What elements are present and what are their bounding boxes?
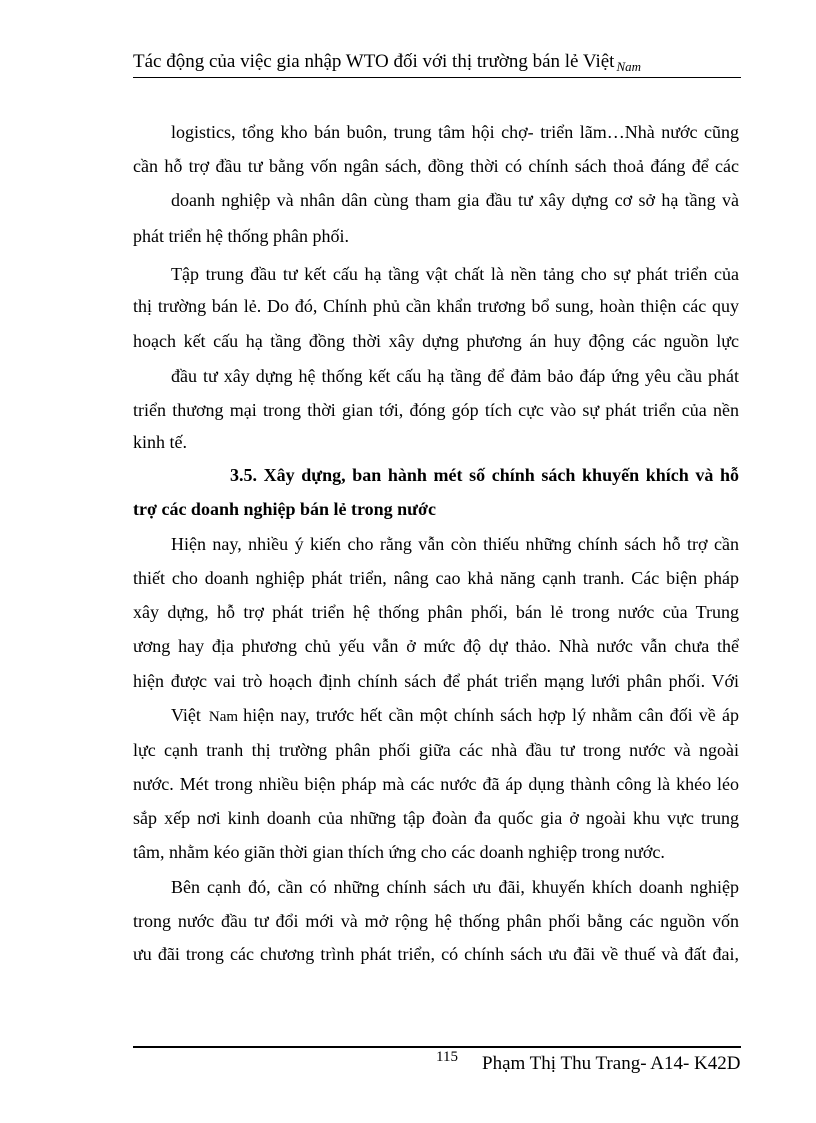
body-line: cần hỗ trợ đầu tư bằng vốn ngân sách, đồng thời có chính sách thoả đáng để các bbox=[133, 156, 739, 176]
body-line-word-nam: Nam bbox=[208, 709, 239, 725]
body-line: kinh tế. bbox=[133, 432, 187, 452]
body-line: xây dựng, hỗ trợ phát triển hệ thống phân phối, bán lẻ trong nước của Trung bbox=[133, 602, 739, 622]
body-line bbox=[171, 704, 739, 728]
section-heading: 3.5. Xây dựng, ban hành mét số chính sách khuyến khích và hỗ bbox=[230, 465, 739, 485]
body-line: trong nước đầu tư đổi mới và mở rộng hệ thống phân phối bằng các nguồn vốn bbox=[133, 911, 739, 931]
body-line: ương hay địa phương chủ yếu vẫn ở mức độ dự thảo. Nhà nước vẫn chưa thể bbox=[133, 636, 739, 656]
body-line: tâm, nhằm kéo giãn thời gian thích ứng cho các doanh nghiệp trong nước. bbox=[133, 842, 665, 862]
header-title-script: Nam bbox=[616, 59, 642, 74]
body-line: đầu tư xây dựng hệ thống kết cấu hạ tầng để đảm bảo đáp ứng yêu cầu phát bbox=[171, 366, 739, 386]
body-line: triển thương mại trong thời gian tới, đóng góp tích cực vào sự phát triển của nền bbox=[133, 400, 739, 420]
page-header bbox=[133, 50, 741, 79]
page-number: 115 bbox=[436, 1049, 458, 1065]
body-line-rest: hiện nay, trước hết cần một chính sách hợp lý nhằm cân đối về áp bbox=[243, 705, 739, 725]
body-line: doanh nghiệp và nhân dân cùng tham gia đầu tư xây dựng cơ sở hạ tầng và bbox=[171, 190, 739, 210]
body-line: ưu đãi trong các chương trình phát triển, có chính sách ưu đãi về thuế và đất đai, bbox=[133, 944, 739, 964]
body-line: Hiện nay, nhiều ý kiến cho rằng vẫn còn thiếu những chính sách hỗ trợ cần bbox=[171, 534, 739, 554]
body-line: Tập trung đầu tư kết cấu hạ tầng vật chất là nền tảng cho sự phát triển của bbox=[171, 264, 739, 284]
body-line: logistics, tổng kho bán buôn, trung tâm hội chợ- triển lãm…Nhà nước cũng bbox=[171, 122, 739, 142]
header-divider bbox=[133, 77, 741, 78]
body-line: hiện được vai trò hoạch định chính sách để phát triển mạng lưới phân phối. Với bbox=[133, 671, 739, 691]
body-line: lực cạnh tranh thị trường phân phối giữa các nhà đầu tư trong nước và ngoài bbox=[133, 740, 739, 760]
body-line: phát triển hệ thống phân phối. bbox=[133, 226, 349, 246]
footer-author: Phạm Thị Thu Trang- A14- K42D bbox=[482, 1053, 741, 1074]
body-line-word: Việt bbox=[171, 705, 201, 725]
body-line: Bên cạnh đó, cần có những chính sách ưu đãi, khuyến khích doanh nghiệp bbox=[171, 877, 739, 897]
body-line: thiết cho doanh nghiệp phát triển, nâng cao khả năng cạnh tranh. Các biện pháp bbox=[133, 568, 739, 588]
body-line: thị trường bán lẻ. Do đó, Chính phủ cần khẩn trương bổ sung, hoàn thiện các quy bbox=[133, 296, 739, 316]
section-heading: trợ các doanh nghiệp bán lẻ trong nước bbox=[133, 499, 436, 519]
header-title: Tác động của việc gia nhập WTO đối với thị trường bán lẻ Việt bbox=[133, 51, 615, 72]
body-line: nước. Mét trong nhiều biện pháp mà các nước đã áp dụng thành công là khéo léo bbox=[133, 774, 739, 794]
body-line: sắp xếp nơi kinh doanh của những tập đoàn đa quốc gia ở ngoài khu vực trung bbox=[133, 808, 739, 828]
body-line: hoạch kết cấu hạ tầng đồng thời xây dựng phương án huy động các nguồn lực bbox=[133, 331, 739, 351]
